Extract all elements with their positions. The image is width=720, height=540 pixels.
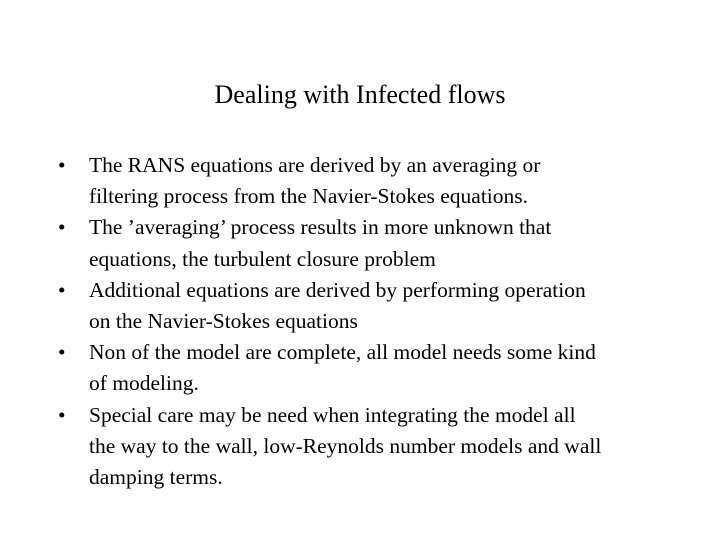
bullet-dot: • xyxy=(58,402,66,427)
bullet-item xyxy=(58,400,668,494)
bullet-line: on the Navier-Stokes equations xyxy=(89,309,358,334)
bullet-line: damping terms. xyxy=(89,465,223,490)
bullet-line: the way to the wall, low-Reynolds number models and wall xyxy=(89,433,602,458)
bullet-item xyxy=(58,275,668,337)
bullet-list xyxy=(58,150,668,493)
bullet-dot: • xyxy=(58,340,66,365)
bullet-line: of modeling. xyxy=(89,371,199,396)
bullet-line: equations, the turbulent closure problem xyxy=(89,246,436,271)
bullet-line: filtering process from the Navier-Stokes equations. xyxy=(89,184,529,209)
bullet-line: The ’averaging’ process results in more unknown that xyxy=(89,215,552,240)
bullet-dot: • xyxy=(58,153,66,177)
bullet-item xyxy=(58,337,668,399)
bullet-dot: • xyxy=(58,277,66,302)
slide-title: Dealing with Infected flows xyxy=(214,80,506,109)
bullet-line: Additional equations are derived by performing operation xyxy=(89,277,586,302)
bullet-item xyxy=(58,212,668,274)
bullet-dot: • xyxy=(58,215,66,240)
bullet-line: The RANS equations are derived by an averaging or xyxy=(89,153,541,177)
bullet-item xyxy=(58,150,668,212)
bullet-line: Special care may be need when integrating the model all xyxy=(89,402,576,427)
bullet-line: Non of the model are complete, all model needs some kind xyxy=(89,340,596,365)
